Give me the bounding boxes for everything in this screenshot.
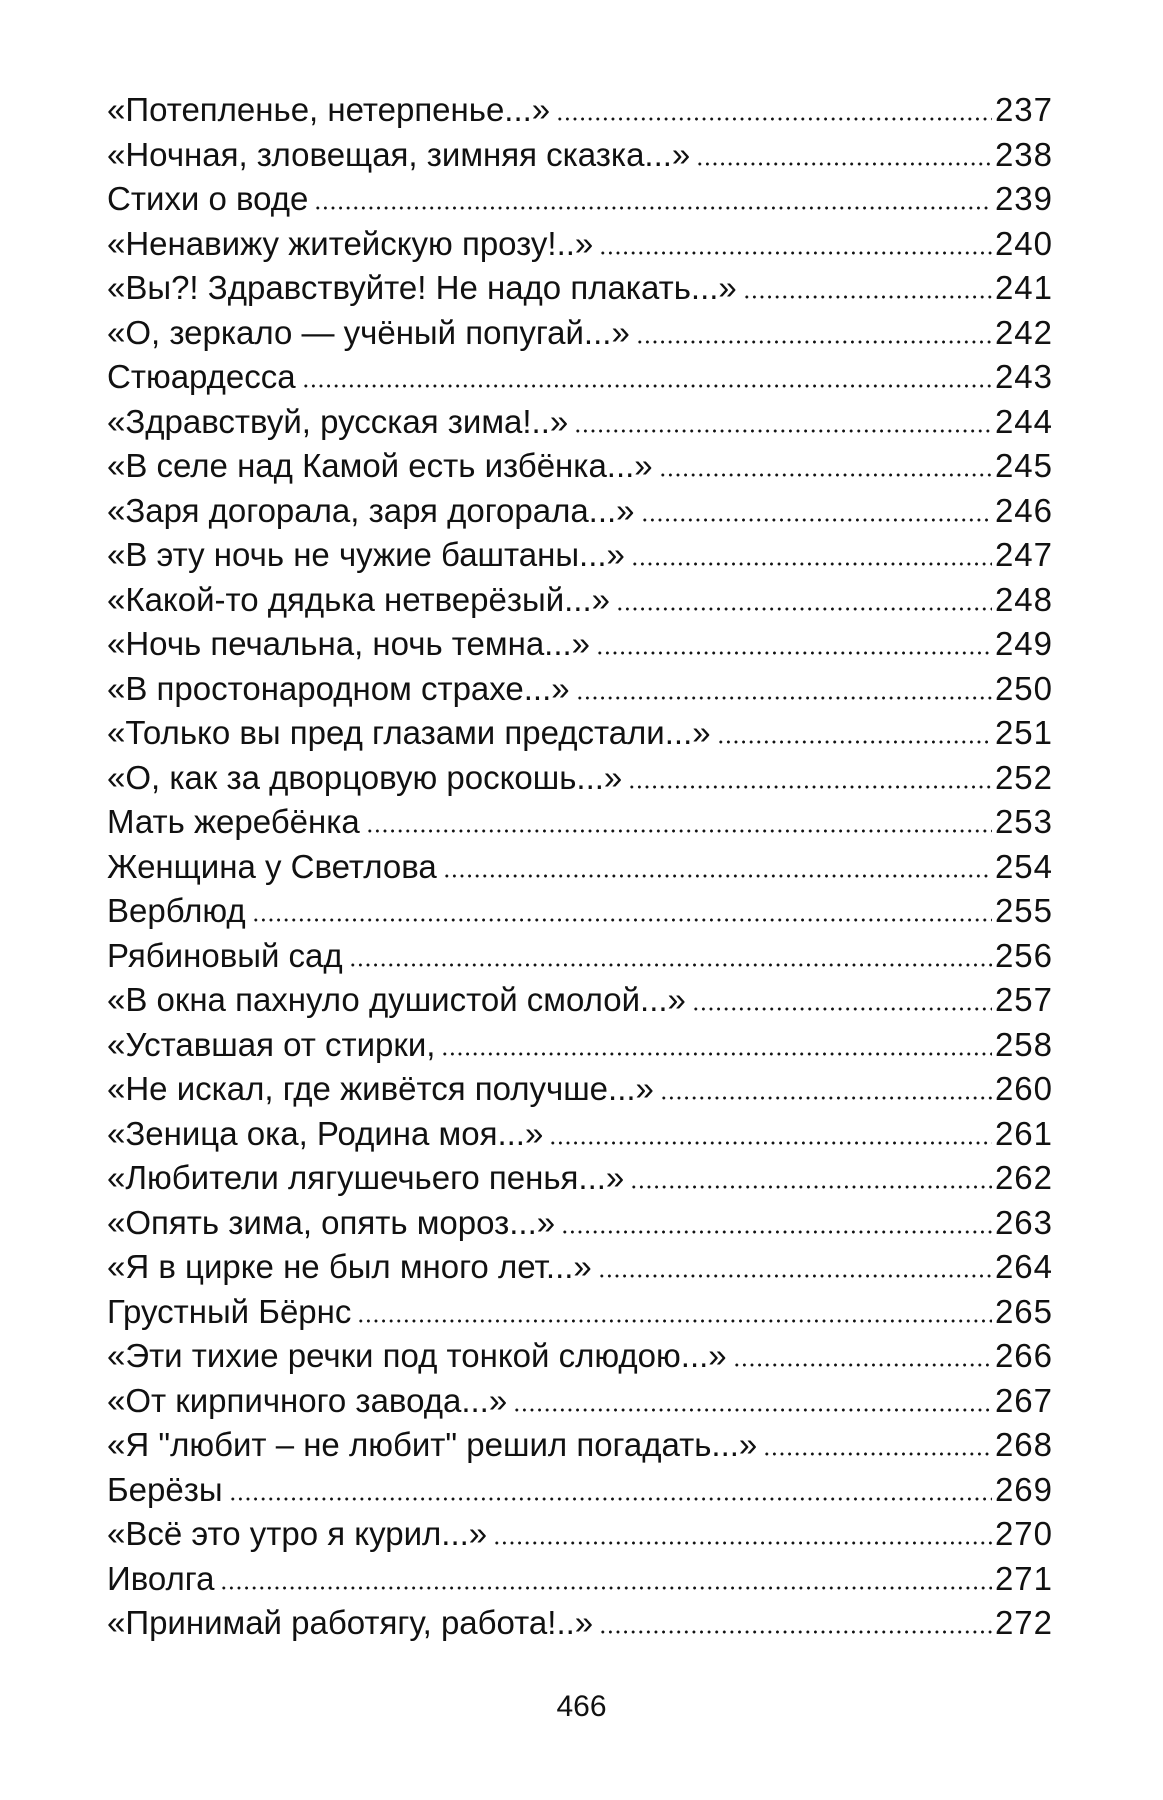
toc-entry-page: 244 <box>994 402 1053 440</box>
toc-entry-page: 265 <box>994 1292 1053 1330</box>
dot-leader <box>302 384 992 388</box>
toc-entry-page: 269 <box>994 1470 1053 1508</box>
toc-entry-title: «Всё это утро я курил...» <box>107 1515 488 1552</box>
toc-entry-page: 271 <box>994 1559 1053 1597</box>
toc-entry-title: «Уставшая от стирки, <box>107 1025 436 1063</box>
toc-entry-title: «Вы?! Здравствуйте! Не надо плакать...» <box>107 269 737 306</box>
toc-entry-page: 266 <box>994 1337 1053 1374</box>
toc-entry <box>107 978 1053 1023</box>
dot-leader <box>493 1541 992 1545</box>
toc-entry <box>107 1067 1053 1112</box>
toc-entry-title: «В окна пахнуло душистой смолой...» <box>107 981 686 1018</box>
toc-entry <box>107 1245 1053 1290</box>
toc-entry-title: «В эту ночь не чужие баштаны...» <box>107 536 625 573</box>
toc-entry <box>107 1334 1053 1379</box>
dot-leader <box>598 1274 992 1278</box>
dot-leader <box>616 607 992 611</box>
toc-entry-page: 240 <box>994 224 1053 262</box>
toc-entry <box>107 177 1053 222</box>
toc-entry <box>107 88 1053 133</box>
toc-entry-page: 264 <box>994 1248 1053 1285</box>
toc-entry-page: 237 <box>994 91 1053 128</box>
toc-entry <box>107 756 1053 801</box>
toc-entry <box>107 667 1053 712</box>
dot-leader <box>636 340 992 344</box>
toc-entry-page: 258 <box>994 1025 1053 1063</box>
toc-entry-page: 267 <box>994 1381 1053 1419</box>
toc-entry-title: Иволга <box>107 1559 215 1597</box>
toc-entry <box>107 711 1053 756</box>
toc-entry-page: 260 <box>994 1070 1053 1107</box>
toc-entry <box>107 1557 1053 1602</box>
toc-entry-title: «Заря догорала, заря догорала...» <box>107 491 635 529</box>
toc-entry <box>107 355 1053 400</box>
dot-leader <box>630 1185 992 1189</box>
toc-entry-title: «О, как за дворцовую роскошь...» <box>107 758 623 796</box>
toc-entry <box>107 222 1053 267</box>
toc-entry-title: «Не искал, где живётся получше...» <box>107 1070 654 1107</box>
toc-entry-page: 253 <box>994 803 1053 840</box>
toc-entry-title: «Потепленье, нетерпенье...» <box>107 91 551 128</box>
dot-leader <box>660 1096 992 1100</box>
toc-entry-page: 272 <box>994 1604 1053 1641</box>
toc-entry <box>107 934 1053 979</box>
toc-entry-page: 262 <box>994 1159 1053 1196</box>
toc-entry <box>107 133 1053 178</box>
toc-entry-title: «Любители лягушечьего пенья...» <box>107 1159 625 1196</box>
dot-leader <box>349 963 992 967</box>
toc-entry-page: 245 <box>994 447 1053 484</box>
toc-entry-page: 270 <box>994 1515 1053 1552</box>
dot-leader <box>561 1230 992 1234</box>
toc-entry-page: 239 <box>994 180 1053 217</box>
dot-leader <box>628 785 992 789</box>
dot-leader <box>549 1141 992 1145</box>
toc-entry-title: Грустный Бёрнс <box>107 1292 352 1330</box>
toc-entry-title: «Я в цирке не был много лет...» <box>107 1248 592 1285</box>
dot-leader <box>513 1408 992 1412</box>
toc-entry-title: «В селе над Камой есть избёнка...» <box>107 447 653 484</box>
toc-entry-title: «Только вы пред глазами предстали...» <box>107 714 711 751</box>
toc-entry-page: 248 <box>994 580 1053 618</box>
dot-leader <box>229 1497 992 1501</box>
toc-entry <box>107 1156 1053 1201</box>
toc-entry <box>107 533 1053 578</box>
toc-entry-page: 238 <box>994 135 1053 173</box>
dot-leader <box>641 518 992 522</box>
toc-entry <box>107 489 1053 534</box>
toc-entry <box>107 1512 1053 1557</box>
dot-leader <box>696 162 992 166</box>
dot-leader <box>763 1452 992 1456</box>
toc-entry-page: 257 <box>994 981 1053 1018</box>
toc-entry-page: 243 <box>994 358 1053 395</box>
toc-entry-title: Стихи о воде <box>107 180 309 217</box>
dot-leader <box>220 1586 992 1590</box>
dot-leader <box>743 295 992 299</box>
toc-entry <box>107 1379 1053 1424</box>
dot-leader <box>574 429 992 433</box>
toc-entry <box>107 622 1053 667</box>
dot-leader <box>596 651 992 655</box>
dot-leader <box>357 1319 992 1323</box>
toc-entry <box>107 800 1053 845</box>
toc-entry-title: «О, зеркало — учёный попугай...» <box>107 313 630 351</box>
toc-entry <box>107 311 1053 356</box>
toc-entry-title: «Ночная, зловещая, зимняя сказка...» <box>107 135 691 173</box>
toc-entry-page: 246 <box>994 491 1053 529</box>
toc-entry-title: «Ночь печальна, ночь темна...» <box>107 625 591 662</box>
toc-entry <box>107 1423 1053 1468</box>
dot-leader <box>631 562 992 566</box>
dot-leader <box>599 1630 992 1634</box>
toc-entry-title: «Зеница ока, Родина моя...» <box>107 1114 544 1152</box>
toc-entry-title: Верблюд <box>107 892 246 929</box>
toc-entry-title: Стюардесса <box>107 358 296 395</box>
toc-entry-page: 249 <box>994 625 1053 662</box>
toc-entry <box>107 845 1053 890</box>
toc-entry <box>107 1468 1053 1513</box>
toc-entry-title: Женщина у Светлова <box>107 847 437 885</box>
toc-entry-page: 241 <box>994 269 1053 306</box>
toc-entry <box>107 578 1053 623</box>
toc-entry-page: 252 <box>994 758 1053 796</box>
toc-entry-title: «Я "любит – не любит" решил погадать...» <box>107 1426 758 1463</box>
toc-entry-title: «В простонародном страхе...» <box>107 669 570 707</box>
toc-entry-title: «Здравствуй, русская зима!..» <box>107 402 569 440</box>
toc-entry <box>107 1601 1053 1646</box>
toc-entry-title: «Ненавижу житейскую прозу!..» <box>107 224 594 262</box>
dot-leader <box>252 918 992 922</box>
toc-entry-page: 250 <box>994 669 1053 707</box>
dot-leader <box>441 1052 991 1056</box>
dot-leader <box>443 874 992 878</box>
dot-leader <box>659 473 992 477</box>
toc-entry-page: 255 <box>994 892 1053 929</box>
page-number: 466 <box>556 1690 607 1723</box>
toc-entry <box>107 1201 1053 1246</box>
toc-entry-title: «Опять зима, опять мороз...» <box>107 1203 556 1241</box>
toc-entry <box>107 1290 1053 1335</box>
toc-entry-page: 247 <box>994 536 1053 573</box>
table-of-contents <box>107 88 1053 1646</box>
toc-entry-title: «Принимай работягу, работа!..» <box>107 1604 594 1641</box>
dot-leader <box>576 696 992 700</box>
dot-leader <box>717 740 992 744</box>
dot-leader <box>556 117 992 121</box>
toc-entry-title: «От кирпичного завода...» <box>107 1381 508 1419</box>
toc-entry <box>107 400 1053 445</box>
dot-leader <box>314 206 992 210</box>
toc-entry-title: Мать жеребёнка <box>107 803 360 840</box>
toc-entry-page: 251 <box>994 714 1053 751</box>
toc-entry <box>107 889 1053 934</box>
toc-entry-page: 263 <box>994 1203 1053 1241</box>
dot-leader <box>366 829 992 833</box>
toc-entry-title: «Эти тихие речки под тонкой слюдою...» <box>107 1337 727 1374</box>
dot-leader <box>692 1007 992 1011</box>
toc-entry-page: 242 <box>994 313 1053 351</box>
toc-entry-title: Берёзы <box>107 1470 223 1508</box>
toc-entry-title: Рябиновый сад <box>107 936 343 974</box>
toc-entry <box>107 444 1053 489</box>
dot-leader <box>599 251 992 255</box>
toc-entry-page: 254 <box>994 847 1053 885</box>
toc-entry-page: 261 <box>994 1114 1053 1152</box>
dot-leader <box>733 1363 992 1367</box>
toc-entry-title: «Какой-то дядька нетверёзый...» <box>107 580 610 618</box>
toc-entry-page: 256 <box>994 936 1053 974</box>
toc-entry <box>107 1112 1053 1157</box>
toc-entry-page: 268 <box>994 1426 1053 1463</box>
toc-entry <box>107 1023 1053 1068</box>
toc-entry <box>107 266 1053 311</box>
